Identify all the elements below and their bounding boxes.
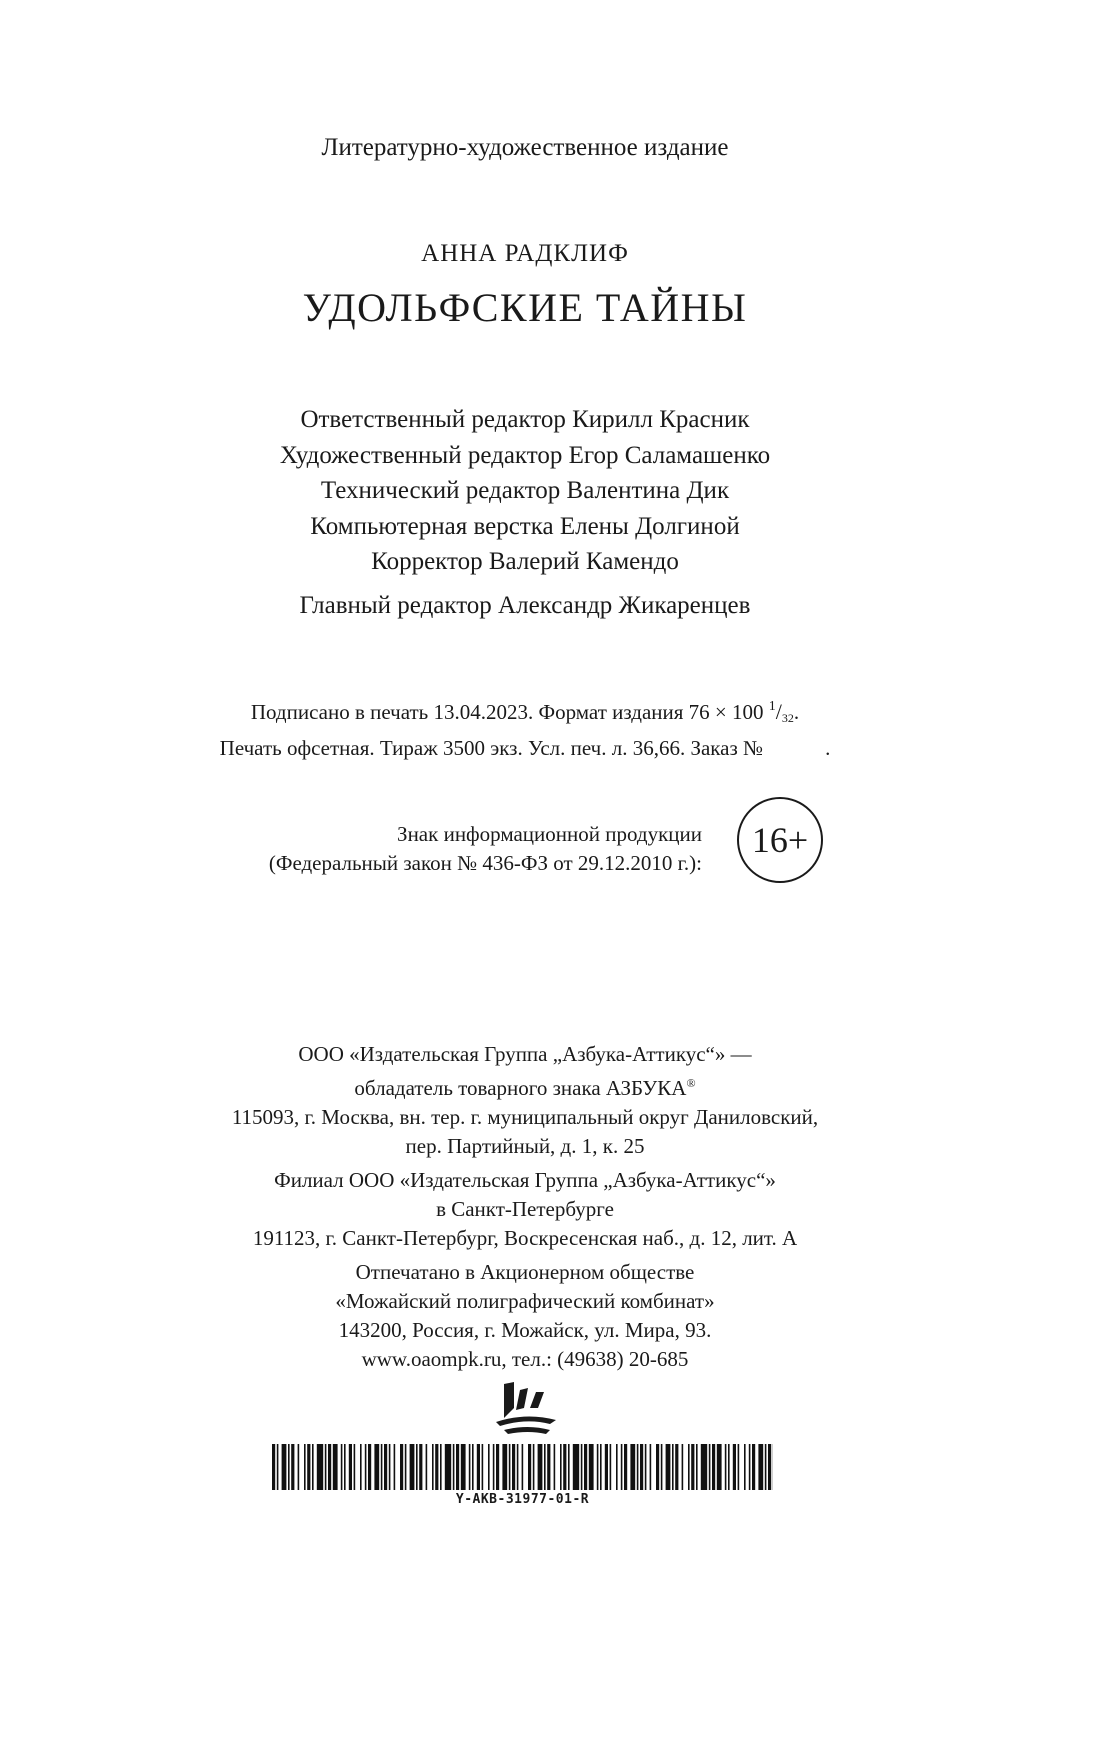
barcode-bar [768,1444,771,1490]
barcode-bar [765,1444,767,1490]
barcode-bar [688,1444,690,1490]
barcode-bar [656,1444,659,1490]
barcode-bar [675,1444,678,1490]
barcode-bar [589,1444,594,1490]
barcode-bar [640,1444,643,1490]
barcode-bar [538,1444,543,1490]
credit-line: Художественный редактор Егор Саламашенко [279,441,771,469]
barcode-bar [547,1444,550,1490]
period: . [793,700,800,724]
barcode-bar [456,1444,459,1490]
barcode-bar [666,1444,671,1490]
barcode-bar [349,1444,352,1490]
credit-line: Компьютерная верстка Елены Долгиной [310,512,740,540]
printer-line-1: Отпечатано в Акционерном обществе [355,1260,695,1284]
publisher-line-2 [0,1069,1050,1103]
print-info-line-1 [0,692,1050,733]
barcode-bar [573,1444,579,1490]
barcode-bar [522,1444,524,1490]
barcode-bar [405,1444,407,1490]
barcode-bar [752,1444,755,1490]
barcode-bar [426,1444,428,1490]
barcode-bar [717,1444,722,1490]
barcode-bar [482,1444,484,1490]
barcode-bar [400,1444,403,1490]
barcode-bar [616,1444,618,1490]
barcode-bar [624,1444,627,1490]
barcode-bar [374,1444,379,1490]
chief-editor: Главный редактор Александр Жикаренцев [299,592,751,619]
barcode-bar [701,1444,707,1490]
book-title: УДОЛЬФСКИЕ ТАЙНЫ [302,285,748,330]
barcode-bar [544,1444,546,1490]
barcode-bar [696,1444,698,1490]
branch-address: 191123, г. Санкт-Петербург, Воскресенская наб., д. 12, лит. А [252,1226,798,1250]
barcode-bar [682,1444,684,1490]
publisher-address-1: 115093, г. Москва, вн. тер. г. муниципальный округ Даниловский, [231,1105,819,1129]
barcode-bar [410,1444,415,1490]
barcode-bar [512,1444,515,1490]
edition-type: Литературно-художественное издание [321,134,729,161]
publisher-logo-icon [490,1378,560,1440]
info-sign-line-2: (Федеральный закон № 436-ФЗ от 29.12.2010 г.): [268,851,702,875]
barcode-bar [509,1444,511,1490]
barcode-bar [621,1444,623,1490]
barcode-bar [416,1444,418,1490]
barcode-bar [389,1444,391,1490]
barcode-bar [432,1444,434,1490]
barcode-bar [560,1444,562,1490]
branch-line-1: Филиал ООО «Издательская Группа „Азбука-Аттикус“» [274,1168,776,1192]
barcode-bar [328,1444,331,1490]
barcode-bar [637,1444,639,1490]
credit-line: Ответственный редактор Кирилл Красник [300,406,750,433]
barcode-bar [307,1444,310,1490]
barcode-bar [384,1444,387,1490]
print-info-line-2 [0,733,1050,763]
branch-line-2: в Санкт-Петербурге [436,1197,614,1221]
barcode-bar [381,1444,383,1490]
info-sign-line-1: Знак информационной продукции [397,822,702,846]
fraction-numerator: 1 [768,699,776,714]
author-name: АННА РАДКЛИФ [421,240,629,267]
barcode-bar [472,1444,474,1490]
age-rating-badge: 16+ [737,797,823,883]
barcode-bar [709,1444,711,1490]
barcode-bar [493,1444,495,1490]
printer-address: 143200, Россия, г. Можайск, ул. Мира, 93. [338,1318,712,1342]
barcode-bar [645,1444,647,1490]
barcode-bar [445,1444,451,1490]
barcode-bar [554,1444,556,1490]
barcode-bar [333,1444,338,1490]
barcode-bar [277,1444,279,1490]
barcode-bar [288,1444,290,1490]
barcode-bar [496,1444,499,1490]
credit-line: Технический редактор Валентина Дик [320,477,730,504]
registered-mark: ® [686,1076,696,1090]
barcode-bar [272,1444,275,1490]
barcode-bar [758,1444,763,1490]
branch-info [0,1166,1050,1253]
barcode-bar [563,1444,566,1490]
print-format-text: Подписано в печать 13.04.2023. Формат издания 76 × 100 [250,700,764,724]
barcode-bar [733,1444,736,1490]
barcode-bar [368,1444,371,1490]
barcode-bar [517,1444,519,1490]
barcode-bar [528,1444,531,1490]
barcode [270,1444,775,1490]
barcode-bar [304,1444,306,1490]
print-info [0,692,1050,763]
barcode-text: Y-AKB-31977-01-R [455,1492,590,1507]
barcode-bar [672,1444,674,1490]
barcode-bar [312,1444,314,1490]
barcode-bar [477,1444,480,1490]
barcode-bar [630,1444,635,1490]
barcode-bar [610,1444,612,1490]
barcode-bar [360,1444,362,1490]
barcode-bar [419,1444,422,1490]
barcode-bar [502,1444,507,1490]
barcode-bar [435,1444,438,1490]
barcode-bar [600,1444,602,1490]
trademark-owner-text: обладатель товарного знака АЗБУКА [354,1076,687,1100]
credit-line: Корректор Валерий Камендо [371,548,679,575]
barcode-bar [325,1444,327,1490]
barcode-bar [440,1444,442,1490]
fraction-slash: / [775,699,782,724]
barcode-bar [650,1444,652,1490]
publisher-address-2: пер. Партийный, д. 1, к. 25 [405,1134,645,1158]
barcode-bar [712,1444,715,1490]
barcode-bar [365,1444,367,1490]
barcode-bar [568,1444,570,1490]
barcode-bar [597,1444,599,1490]
barcode-bar [394,1444,396,1490]
barcode-bar [453,1444,455,1490]
barcode-bar [691,1444,694,1490]
barcode-bar [344,1444,346,1490]
barcode-bar [584,1444,587,1490]
barcode-bar [605,1444,608,1490]
barcode-bar [533,1444,535,1490]
barcode-bar [461,1444,466,1490]
barcode-bar [728,1444,730,1490]
barcode-bar [354,1444,356,1490]
publisher-line-1: ООО «Издательская Группа „Азбука-Аттикус“» — [298,1042,752,1066]
barcode-bar [744,1444,746,1490]
fraction-denominator: 32 [781,711,794,725]
barcode-bar [469,1444,471,1490]
printer-info [0,1258,1050,1374]
barcode-bar [661,1444,663,1490]
barcode-bar [298,1444,300,1490]
barcode-bar [291,1444,294,1490]
imprint-block [0,1040,1050,1374]
barcode-bar [488,1444,490,1490]
publisher-info [0,1040,1050,1161]
barcode-bar [282,1444,287,1490]
credits-block [0,402,1050,580]
printer-line-2: «Можайский полиграфический комбинат» [335,1289,715,1313]
barcode-bar [749,1444,751,1490]
barcode-bar [738,1444,740,1490]
barcode-bar [725,1444,727,1490]
barcode-bar [341,1444,343,1490]
period: . [825,736,831,760]
info-sign-text [180,820,702,878]
print-run-text: Печать офсетная. Тираж 3500 экз. Усл. печ. л. 36,66. Заказ № [219,736,764,760]
barcode-bar [317,1444,323,1490]
printer-contacts: www.oaompk.ru, тел.: (49638) 20-685 [361,1347,689,1371]
barcode-bar [581,1444,583,1490]
